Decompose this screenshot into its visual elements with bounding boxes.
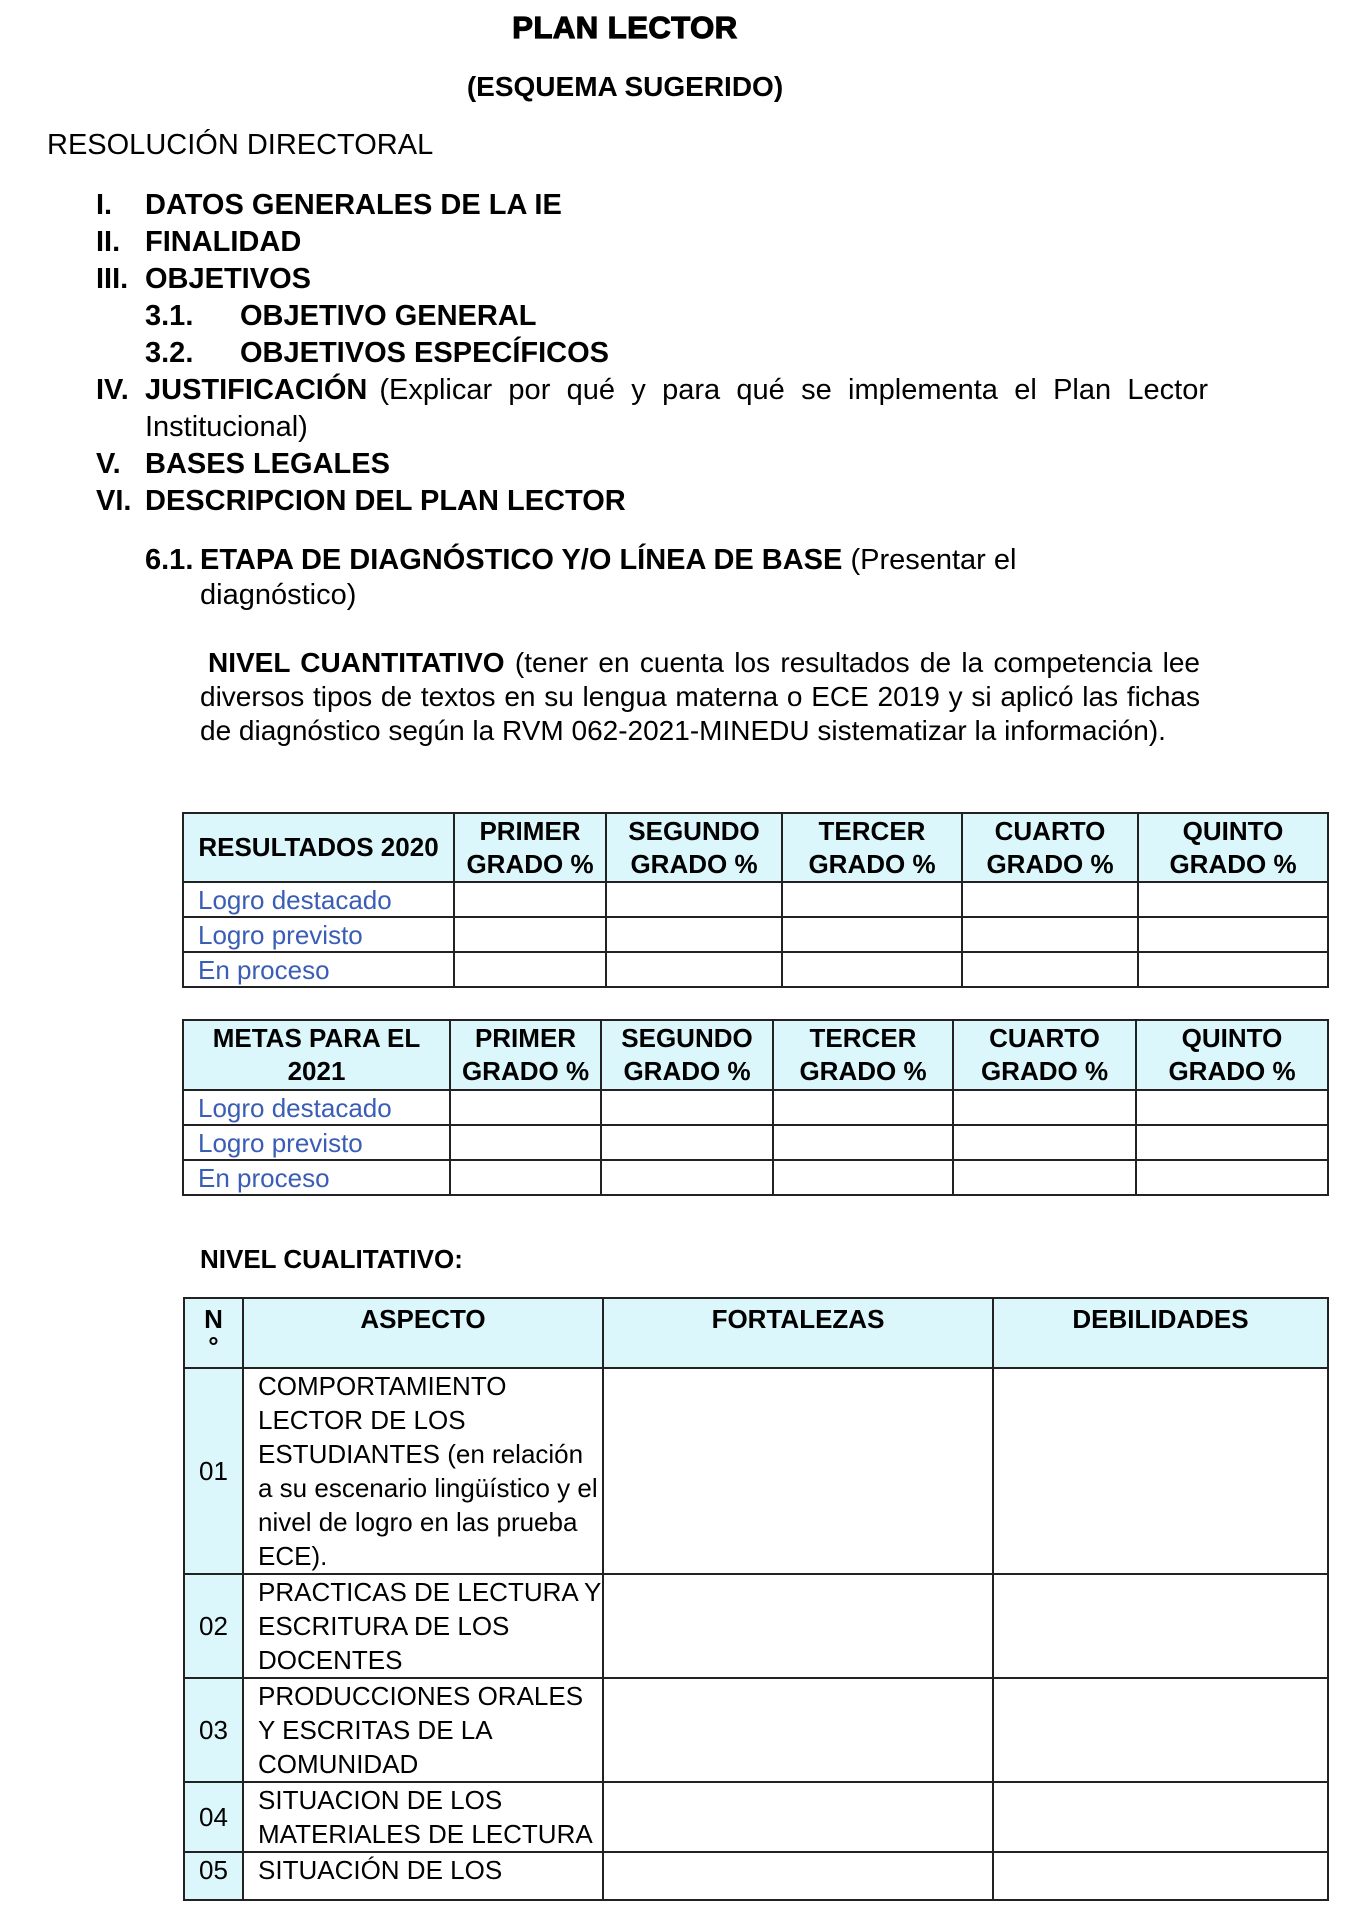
outline-sublabel: OBJETIVOS ESPECÍFICOS bbox=[240, 337, 610, 369]
debilidades-cell[interactable] bbox=[993, 1678, 1328, 1782]
value-cell[interactable] bbox=[606, 952, 782, 987]
header-cell: PRIMER GRADO % bbox=[454, 813, 606, 882]
outline-num: III. bbox=[96, 263, 129, 295]
value-cell[interactable] bbox=[601, 1160, 773, 1195]
document-subtitle: (ESQUEMA SUGERIDO) bbox=[466, 71, 784, 102]
value-cell[interactable] bbox=[953, 1090, 1136, 1125]
value-cell[interactable] bbox=[773, 1160, 953, 1195]
cualitativo-table bbox=[183, 1297, 1329, 1901]
outline-num: VI. bbox=[96, 485, 132, 517]
table-row bbox=[184, 1782, 1328, 1852]
table-row bbox=[183, 952, 1328, 987]
outline-label: JUSTIFICACIÓN bbox=[145, 374, 368, 406]
value-cell[interactable] bbox=[773, 1090, 953, 1125]
outline-sublabel: OBJETIVO GENERAL bbox=[240, 300, 537, 332]
header-cell: PRIMER GRADO % bbox=[450, 1020, 601, 1090]
header-cell: CUARTO GRADO % bbox=[962, 813, 1138, 882]
table-row bbox=[184, 1368, 1328, 1574]
section-label: ETAPA DE DIAGNÓSTICO Y/O LÍNEA DE BASE bbox=[200, 544, 843, 576]
row-label: Logro destacado bbox=[183, 882, 454, 917]
fortalezas-cell[interactable] bbox=[603, 1574, 993, 1678]
section-heading-row bbox=[200, 542, 1016, 579]
section-note: (Presentar el bbox=[850, 544, 1017, 576]
value-cell[interactable] bbox=[450, 1090, 601, 1125]
row-number: 04 bbox=[184, 1782, 243, 1852]
value-cell[interactable] bbox=[953, 1125, 1136, 1160]
table-header-row bbox=[184, 1298, 1328, 1368]
outline-subnum: 3.1. bbox=[145, 300, 194, 332]
section-note-cont: diagnóstico) bbox=[200, 579, 357, 611]
cuantitativo-label: NIVEL CUANTITATIVO bbox=[208, 647, 505, 678]
aspect-cell: SITUACION DE LOS MATERIALES DE LECTURA bbox=[243, 1782, 603, 1852]
aspect-cell: PRODUCCIONES ORALES Y ESCRITAS DE LA COMUNIDAD bbox=[243, 1678, 603, 1782]
fortalezas-cell[interactable] bbox=[603, 1678, 993, 1782]
value-cell[interactable] bbox=[953, 1160, 1136, 1195]
header-cell: DEBILIDADES bbox=[993, 1298, 1328, 1368]
row-label: Logro destacado bbox=[183, 1090, 450, 1125]
fortalezas-cell[interactable] bbox=[603, 1782, 993, 1852]
header-cell: RESULTADOS 2020 bbox=[183, 813, 454, 882]
document-title: PLAN LECTOR bbox=[512, 10, 738, 45]
header-cell: CUARTO GRADO % bbox=[953, 1020, 1136, 1090]
value-cell[interactable] bbox=[962, 882, 1138, 917]
header-cell: ASPECTO bbox=[243, 1298, 603, 1368]
value-cell[interactable] bbox=[606, 882, 782, 917]
value-cell[interactable] bbox=[782, 882, 962, 917]
value-cell[interactable] bbox=[454, 917, 606, 952]
table-row bbox=[184, 1678, 1328, 1782]
value-cell[interactable] bbox=[1136, 1125, 1328, 1160]
table-row bbox=[183, 1125, 1328, 1160]
header-cell: TERCER GRADO % bbox=[773, 1020, 953, 1090]
value-cell[interactable] bbox=[1136, 1090, 1328, 1125]
outline-label-row bbox=[145, 372, 1208, 409]
row-label: Logro previsto bbox=[183, 1125, 450, 1160]
value-cell[interactable] bbox=[773, 1125, 953, 1160]
outline-label: DESCRIPCION DEL PLAN LECTOR bbox=[145, 485, 626, 517]
value-cell[interactable] bbox=[782, 917, 962, 952]
aspect-cell: PRACTICAS DE LECTURA Y ESCRITURA DE LOS DOCENTES bbox=[243, 1574, 603, 1678]
value-cell[interactable] bbox=[962, 952, 1138, 987]
table-header-row bbox=[183, 813, 1328, 882]
value-cell[interactable] bbox=[454, 882, 606, 917]
value-cell[interactable] bbox=[1138, 917, 1328, 952]
value-cell[interactable] bbox=[606, 917, 782, 952]
outline-label: FINALIDAD bbox=[145, 226, 302, 258]
aspect-cell: SITUACIÓN DE LOS bbox=[243, 1852, 603, 1900]
row-number: 02 bbox=[184, 1574, 243, 1678]
value-cell[interactable] bbox=[450, 1125, 601, 1160]
outline-note: (Explicar por qué y para qué se implementa el Plan Lector bbox=[379, 374, 1208, 406]
debilidades-cell[interactable] bbox=[993, 1852, 1328, 1900]
outline-subnum: 3.2. bbox=[145, 337, 194, 369]
header-cell: TERCER GRADO % bbox=[782, 813, 962, 882]
debilidades-cell[interactable] bbox=[993, 1574, 1328, 1678]
table-row bbox=[183, 917, 1328, 952]
outline-num: IV. bbox=[96, 374, 129, 406]
table-row bbox=[183, 882, 1328, 917]
cualitativo-label: NIVEL CUALITATIVO: bbox=[200, 1244, 463, 1274]
outline-label: OBJETIVOS bbox=[145, 263, 311, 295]
outline-num: I. bbox=[96, 189, 113, 221]
row-label: En proceso bbox=[183, 952, 454, 987]
row-number: 05 bbox=[184, 1852, 243, 1900]
value-cell[interactable] bbox=[1136, 1160, 1328, 1195]
header-no-line1: N bbox=[204, 1304, 223, 1334]
value-cell[interactable] bbox=[962, 917, 1138, 952]
value-cell[interactable] bbox=[1138, 882, 1328, 917]
resolution-label: RESOLUCIÓN DIRECTORAL bbox=[47, 129, 434, 161]
cuantitativo-paragraph bbox=[200, 646, 1200, 748]
header-cell: FORTALEZAS bbox=[603, 1298, 993, 1368]
cuantitativo-text: (tener en cuenta los resultados de la competencia lee diversos tipos de textos en su lengua materna o ECE 2019 y si aplicó las fichas de diagnóstico según la RVM 062-2021-MINEDU sistematizar la información). bbox=[200, 647, 1200, 746]
section-num: 6.1. bbox=[145, 544, 194, 576]
debilidades-cell[interactable] bbox=[993, 1782, 1328, 1852]
outline-num: V. bbox=[96, 448, 121, 480]
header-no-line2: ° bbox=[208, 1331, 219, 1361]
fortalezas-cell[interactable] bbox=[603, 1852, 993, 1900]
header-cell: SEGUNDO GRADO % bbox=[601, 1020, 773, 1090]
debilidades-cell[interactable] bbox=[993, 1368, 1328, 1574]
row-number: 03 bbox=[184, 1678, 243, 1782]
value-cell[interactable] bbox=[601, 1125, 773, 1160]
outline-label: DATOS GENERALES DE LA IE bbox=[145, 189, 562, 221]
header-cell: QUINTO GRADO % bbox=[1138, 813, 1328, 882]
table-row bbox=[184, 1852, 1328, 1900]
value-cell[interactable] bbox=[782, 952, 962, 987]
table-row bbox=[183, 1090, 1328, 1125]
table-row bbox=[183, 1160, 1328, 1195]
row-label: Logro previsto bbox=[183, 917, 454, 952]
value-cell[interactable] bbox=[601, 1090, 773, 1125]
row-number: 01 bbox=[184, 1368, 243, 1574]
outline-label: BASES LEGALES bbox=[145, 448, 390, 480]
table-row bbox=[184, 1574, 1328, 1678]
value-cell[interactable] bbox=[450, 1160, 601, 1195]
header-cell: METAS PARA EL 2021 bbox=[183, 1020, 450, 1090]
metas-2021-table bbox=[182, 1019, 1329, 1196]
aspect-cell: COMPORTAMIENTO LECTOR DE LOS ESTUDIANTES (en relación a su escenario lingüístico y el nivel de logro en las prueba ECE). bbox=[243, 1368, 603, 1574]
header-cell: QUINTO GRADO % bbox=[1136, 1020, 1328, 1090]
outline-num: II. bbox=[96, 226, 121, 258]
results-2020-table bbox=[182, 812, 1329, 988]
header-cell-no bbox=[184, 1298, 243, 1368]
fortalezas-cell[interactable] bbox=[603, 1368, 993, 1574]
header-cell: SEGUNDO GRADO % bbox=[606, 813, 782, 882]
value-cell[interactable] bbox=[1138, 952, 1328, 987]
row-label: En proceso bbox=[183, 1160, 450, 1195]
value-cell[interactable] bbox=[454, 952, 606, 987]
table-header-row bbox=[183, 1020, 1328, 1090]
outline-note-cont: Institucional) bbox=[145, 411, 308, 443]
